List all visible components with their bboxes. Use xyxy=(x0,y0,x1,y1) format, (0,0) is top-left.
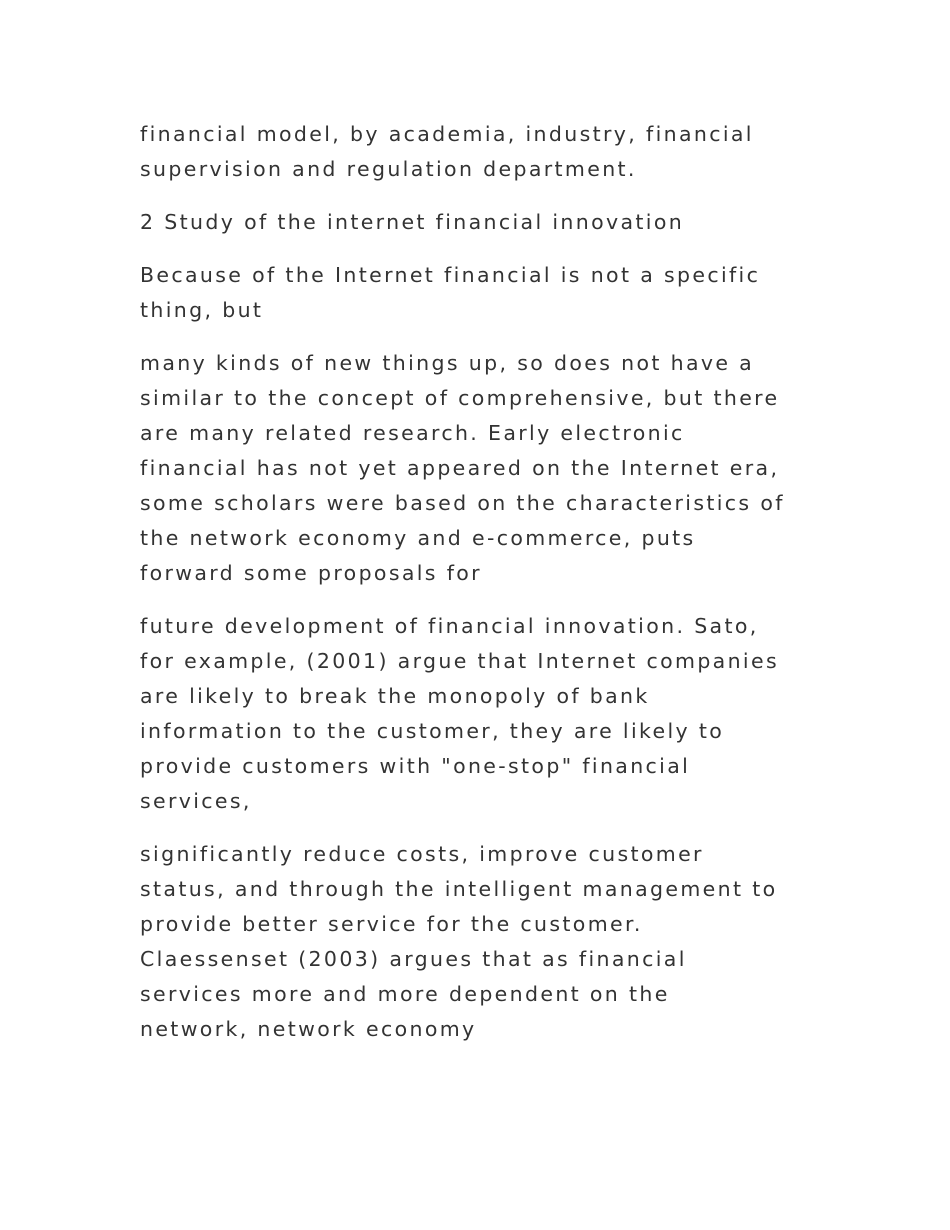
paragraph-5 xyxy=(140,609,840,819)
text-line: the network economy and e-commerce, puts xyxy=(140,526,696,550)
text-line: financial model, by academia, industry, financial xyxy=(140,122,754,146)
text-line: status, and through the intelligent management to xyxy=(140,877,778,901)
text-line: similar to the concept of comprehensive, but there xyxy=(140,386,780,410)
paragraph-1 xyxy=(140,117,840,187)
section-heading xyxy=(140,205,840,240)
text-line: Because of the Internet financial is not a specific xyxy=(140,263,761,287)
text-line: some scholars were based on the characteristics of xyxy=(140,491,785,515)
text-line: thing, but xyxy=(140,298,264,322)
text-line: provide better service for the customer. xyxy=(140,912,643,936)
text-line: significantly reduce costs, improve customer xyxy=(140,842,704,866)
text-line: provide customers with "one-stop" financial xyxy=(140,754,691,778)
text-line: for example, (2001) argue that Internet companies xyxy=(140,649,779,673)
text-line: 2 Study of the internet financial innovation xyxy=(140,210,685,234)
document-body xyxy=(140,117,840,1065)
text-line: financial has not yet appeared on the Internet era, xyxy=(140,456,780,480)
text-line: services more and more dependent on the xyxy=(140,982,670,1006)
paragraph-6 xyxy=(140,837,840,1047)
paragraph-3 xyxy=(140,258,840,328)
paragraph-4 xyxy=(140,346,840,591)
text-line: supervision and regulation department. xyxy=(140,157,637,181)
text-line: are many related research. Early electronic xyxy=(140,421,685,445)
text-line: services, xyxy=(140,789,252,813)
text-line: many kinds of new things up, so does not have a xyxy=(140,351,755,375)
text-line: forward some proposals for xyxy=(140,561,482,585)
text-line: Claessenset (2003) argues that as financial xyxy=(140,947,687,971)
text-line: are likely to break the monopoly of bank xyxy=(140,684,650,708)
text-line: information to the customer, they are likely to xyxy=(140,719,725,743)
text-line: network, network economy xyxy=(140,1017,477,1041)
text-line: future development of financial innovation. Sato, xyxy=(140,614,759,638)
